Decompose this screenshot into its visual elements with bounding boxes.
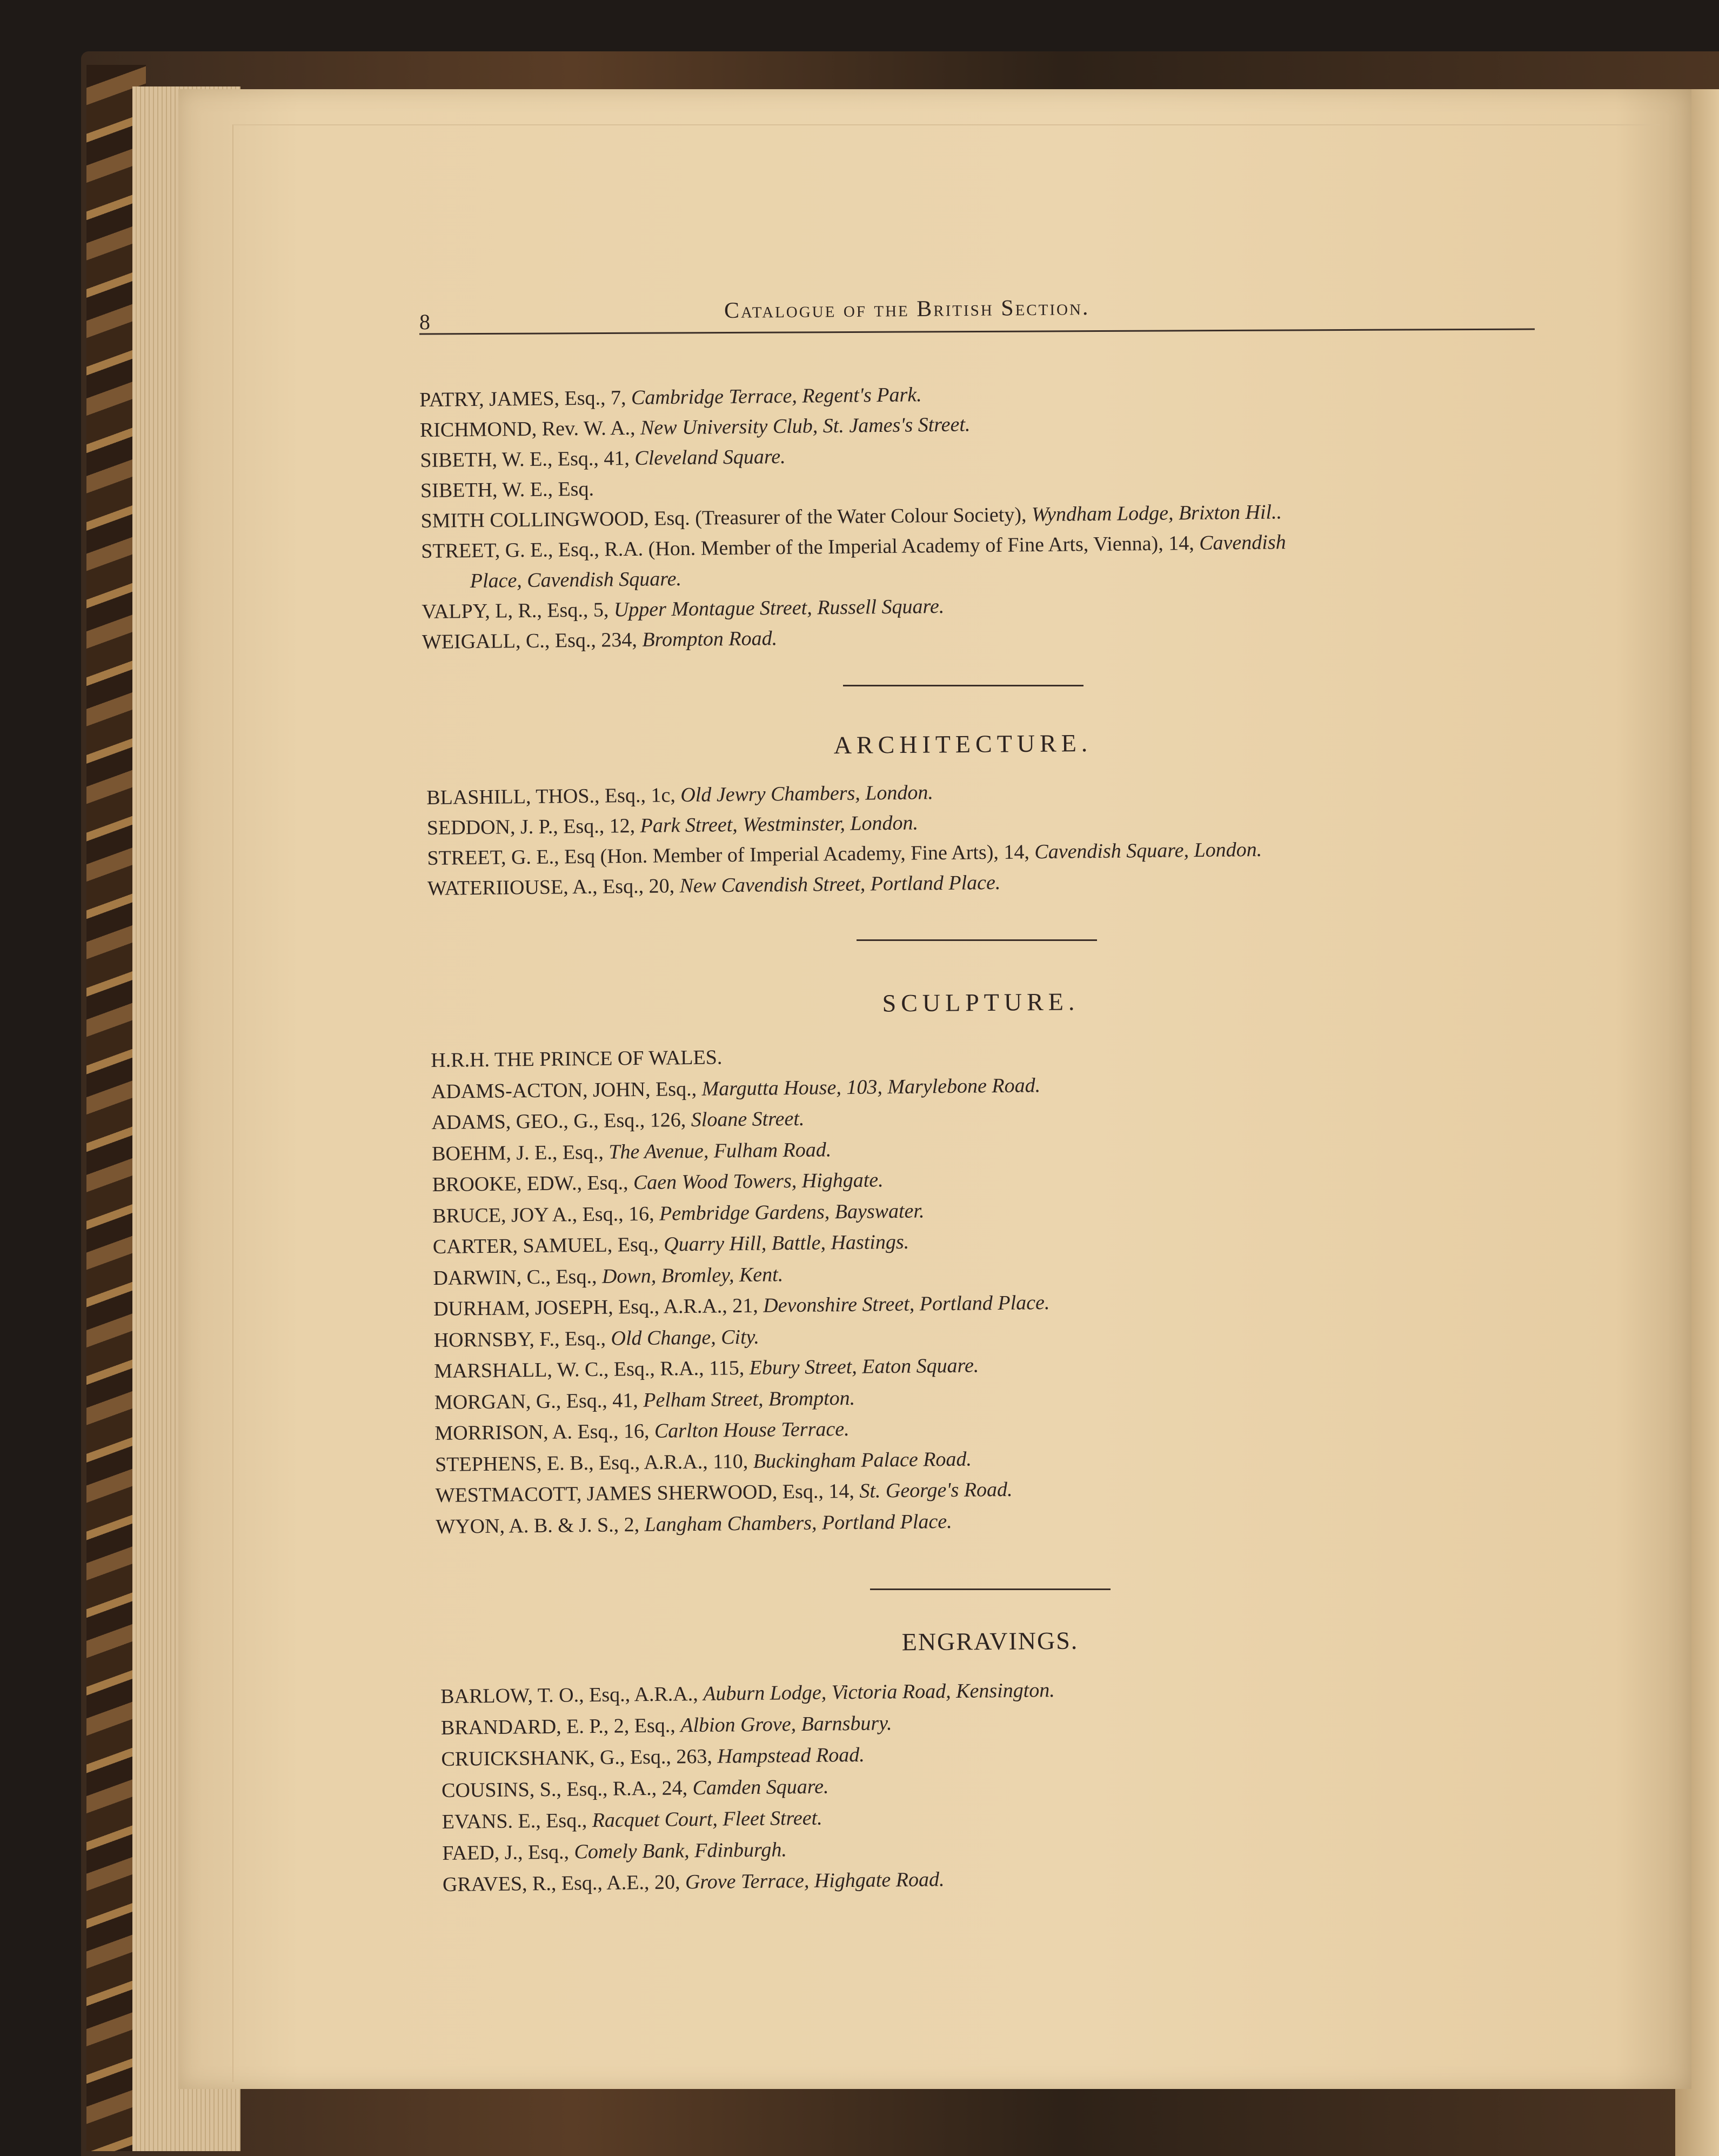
list-entry: [436, 1505, 1052, 1543]
list-entry: [435, 1474, 1052, 1511]
page-number: 8: [419, 310, 430, 334]
entry-name: RICHMOND, Rev. W. A.,: [419, 416, 636, 442]
entry-name: DARWIN, C., Esq.,: [433, 1265, 597, 1290]
entry-address: Brompton Road.: [642, 627, 778, 651]
entry-address: The Avenue, Fulham Road.: [608, 1138, 832, 1164]
entry-name: COUSINS, S., Esq., R.A., 24,: [441, 1777, 688, 1802]
entry-name: MORGAN, G., Esq., 41,: [434, 1389, 638, 1414]
entry-address: Cambridge Terrace, Regent's Park.: [631, 383, 922, 409]
entry-address: Cavendish: [1199, 531, 1286, 555]
entry-name: DURHAM, JOSEPH, Esq., A.R.A., 21,: [433, 1294, 759, 1320]
entry-address: Place, Cavendish Square.: [470, 567, 682, 593]
entry-name: SIBETH, W. E., Esq.: [420, 477, 594, 502]
entry-address: Old Change, City.: [611, 1325, 760, 1350]
entry-name: MORRISON, A. Esq., 16,: [434, 1419, 650, 1445]
entry-address: New University Club, St. James's Street.: [640, 413, 971, 439]
section-architecture: [426, 774, 1262, 904]
entry-name: BRUCE, JOY A., Esq., 16,: [432, 1202, 654, 1227]
entry-name: BOEHM, J. E., Esq.,: [431, 1140, 604, 1165]
entry-name: FAED, J., Esq.,: [442, 1840, 570, 1865]
entry-name: HORNSBY, F., Esq.,: [433, 1327, 606, 1352]
entry-address: New Cavendish Street, Portland Place.: [679, 871, 1001, 898]
entry-name: STEPHENS, E. B., Esq., A.R.A., 110,: [434, 1450, 748, 1476]
entry-name: CRUICKSHANK, G., Esq., 263,: [441, 1745, 713, 1771]
entry-name: SMITH COLLINGWOOD, Esq. (Treasurer of the Water Colour Society),: [420, 503, 1027, 532]
entry-address: Cleveland Square.: [634, 445, 786, 470]
entry-name: BROOKE, EDW., Esq.,: [432, 1171, 628, 1196]
entry-name: VALPY, L, R., Esq., 5,: [422, 598, 609, 623]
section-divider: [857, 939, 1097, 941]
entry-address: Ebury Street, Eaton Square.: [749, 1354, 979, 1379]
entry-name: WATERIIOUSE, A., Esq., 20,: [427, 875, 675, 900]
entry-address: Quarry Hill, Battle, Hastings.: [664, 1230, 909, 1256]
entry-address: Racquet Court, Fleet Street.: [592, 1806, 822, 1832]
entry-name: EVANS. E., Esq.,: [442, 1809, 587, 1833]
entry-name: WESTMACOTT, JAMES SHERWOOD, Esq., 14,: [435, 1479, 855, 1507]
section-sculpture: [431, 1039, 1052, 1543]
entry-address: Down, Bromley, Kent.: [601, 1263, 784, 1288]
entry-name: ADAMS-ACTON, JOHN, Esq.,: [431, 1077, 697, 1103]
running-title: Catalogue of the British Section.: [724, 295, 1090, 323]
entry-name: BRANDARD, E. P., 2, Esq.,: [440, 1714, 675, 1739]
entry-address: Old Jewry Chambers, London.: [680, 781, 934, 807]
entry-address: Cavendish Square, London.: [1034, 838, 1262, 864]
list-entry: [440, 1674, 1055, 1712]
entry-name: PATRY, JAMES, Esq., 7,: [419, 386, 626, 411]
entry-name: CARTER, SAMUEL, Esq.,: [432, 1233, 659, 1258]
entry-name: SIBETH, W. E., Esq., 41,: [420, 446, 630, 472]
entry-name: WYON, A. B. & J. S., 2,: [436, 1513, 640, 1538]
heading-engravings: ENGRAVINGS.: [901, 1626, 1079, 1656]
section-engravings: [440, 1674, 1057, 1900]
entry-address: St. George's Road.: [859, 1478, 1013, 1503]
entry-address: Margutta House, 103, Marylebone Road.: [701, 1073, 1041, 1100]
list-entry: [434, 1350, 1051, 1387]
list-entry: [443, 1863, 1057, 1900]
entry-address: Devonshire Street, Portland Place.: [763, 1291, 1050, 1317]
entry-address: Carlton House Terrace.: [654, 1417, 850, 1443]
entry-name: WEIGALL, C., Esq., 234,: [422, 628, 638, 653]
entry-address: Albion Grove, Barnsbury.: [680, 1712, 892, 1737]
section-divider: [843, 685, 1083, 686]
entry-name: STREET, G. E., Esq., R.A. (Hon. Member of the Imperial Academy of Fine Arts, Vienna), 14,: [421, 532, 1194, 563]
entry-name: SEDDON, J. P., Esq., 12,: [426, 814, 636, 839]
list-entry: [431, 1070, 1048, 1107]
heading-architecture: ARCHITECTURE.: [833, 729, 1093, 759]
section-divider: [870, 1588, 1111, 1590]
entry-address: Comely Bank, Fdinburgh.: [574, 1838, 787, 1864]
entry-name: BLASHILL, THOS., Esq., 1c,: [426, 784, 676, 809]
entry-name: H.R.H. THE PRINCE OF WALES.: [431, 1046, 723, 1072]
entry-address: Park Street, Westminster, London.: [640, 811, 919, 837]
entry-address: Grove Terrace, Highgate Road.: [685, 1868, 945, 1894]
entry-address: Camden Square.: [692, 1775, 829, 1800]
entry-address: Pelham Street, Brompton.: [643, 1386, 855, 1412]
entry-address: Langham Chambers, Portland Place.: [644, 1510, 952, 1536]
entry-address: Hampstead Road.: [717, 1743, 865, 1768]
entry-address: Auburn Lodge, Victoria Road, Kensington.: [703, 1679, 1055, 1705]
entry-address: Pembridge Gardens, Bayswater.: [659, 1199, 925, 1225]
entry-address: Sloane Street.: [691, 1107, 805, 1131]
entry-name: GRAVES, R., Esq., A.E., 20,: [442, 1871, 680, 1896]
entry-address: Caen Wood Towers, Highgate.: [633, 1169, 884, 1194]
entry-address: Buckingham Palace Road.: [753, 1447, 972, 1473]
entry-name: ADAMS, GEO., G., Esq., 126,: [431, 1109, 686, 1134]
entry-address: Upper Montague Street, Russell Square.: [613, 595, 945, 622]
heading-sculpture: SCULPTURE.: [882, 987, 1080, 1017]
list-entry: [433, 1287, 1050, 1325]
entry-name: BARLOW, T. O., Esq., A.R.A.,: [440, 1683, 698, 1708]
entry-address: Wyndham Lodge, Brixton Hil..: [1031, 500, 1282, 526]
entry-name: STREET, G. E., Esq (Hon. Member of Imperial Academy, Fine Arts), 14,: [427, 840, 1030, 870]
entry-name: MARSHALL, W. C., Esq., R.A., 115,: [434, 1356, 745, 1383]
section-painting-list: [419, 376, 1287, 657]
